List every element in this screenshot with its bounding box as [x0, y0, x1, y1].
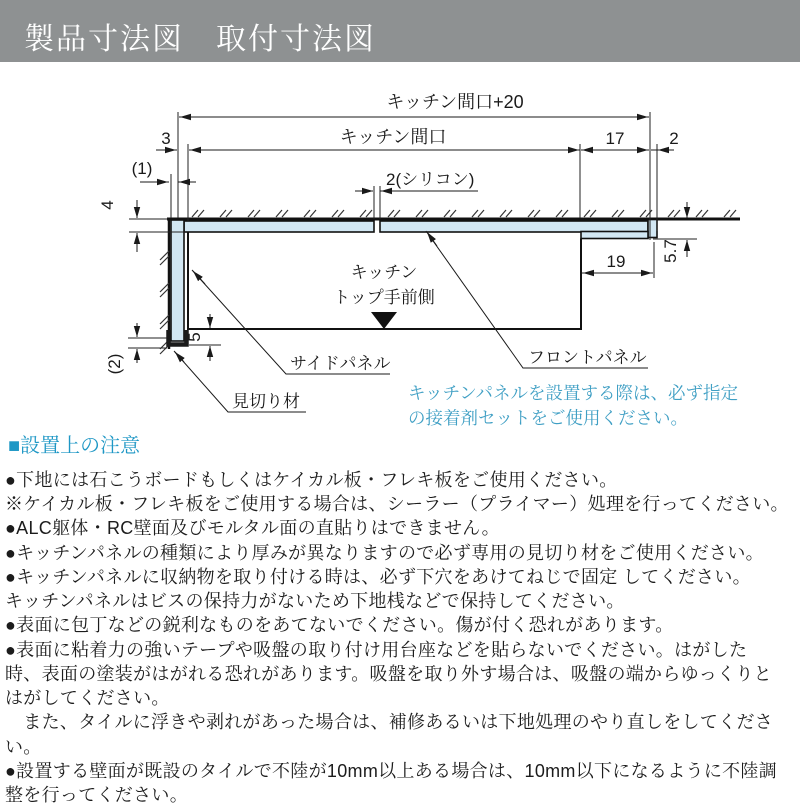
caution-line: ●表面に粘着力の強いテープや吸盤の取り付け用台座などを貼らないでください。はがした: [5, 640, 748, 660]
dim-right-extend: 17: [605, 129, 625, 148]
adhesive-note-line2: の接着剤セットをご使用ください。: [408, 408, 688, 428]
label-side-panel: サイドパネル: [290, 354, 391, 373]
caution-line: ●キッチンパネルに収納物を取り付ける時は、必ず下穴をあけてねじで固定 してください。: [5, 567, 751, 587]
caution-line: キッチンパネルはビスの保持力がないため下地桟などで保持してください。: [5, 591, 625, 611]
front-panel-edge: [581, 232, 648, 239]
wall-panel-left-sheet: [184, 221, 374, 232]
blue-square-bullet: ■: [8, 435, 21, 457]
label-trim: 見切り材: [232, 392, 300, 411]
dim-right-edge: 2: [669, 129, 679, 148]
caution-line: 時、表面の塗装がはがれる恐れがあります。吸盤を取り外す場合は、吸盤の端からゆっくりと: [5, 664, 772, 684]
dim-opening: キッチン間口: [339, 127, 447, 147]
label-kitchen-top-1: キッチン: [350, 263, 418, 282]
adhesive-note-line1: キッチンパネルを設置する際は、必ず指定: [408, 383, 739, 403]
caution-line: ●下地には石こうボードもしくはケイカル板・フレキ板をご使用ください。: [5, 470, 618, 490]
panel-right-end-cap: [648, 220, 657, 238]
caution-line: ●キッチンパネルの種類により厚みが異なりますので必ず専用の見切り材をご使用ください。: [5, 543, 764, 563]
cautions-heading: ■設置上の注意: [8, 435, 141, 457]
wall-panel-right-sheet: [380, 221, 648, 232]
dim-panel-thickness: 4: [98, 200, 117, 210]
dim-silicon-joint: 2(シリコン): [386, 170, 475, 189]
label-kitchen-top-2: トップ手前側: [333, 288, 435, 307]
front-side-marker: [371, 312, 397, 329]
dim-left-offset: 3: [161, 129, 171, 148]
caution-line: い。: [5, 737, 42, 757]
caution-line: ●設置する壁面が既設のタイルで不陸が10mm以上ある場合は、10mm以下になるように不陸調: [5, 761, 778, 781]
caution-line: はがしてください。: [5, 688, 170, 708]
side-panel: [171, 220, 184, 341]
page-title: 製品寸法図 取付寸法図: [24, 23, 376, 56]
label-front-panel: フロントパネル: [528, 348, 647, 367]
dim-left-gap: (1): [131, 159, 153, 178]
caution-line: ●表面に包丁などの鋭利なものをあてないでください。傷が付く恐れがあります。: [5, 615, 674, 635]
caution-line: 整を行ってください。: [5, 785, 188, 805]
dimension-diagram: [0, 62, 800, 430]
dim-trim-thickness: (2): [105, 353, 124, 375]
dim-front-depth: 19: [606, 252, 626, 271]
title-bar: [0, 0, 800, 62]
dim-front-offset: 5.7: [661, 239, 680, 263]
dim-bottom-extend: 5: [185, 332, 204, 342]
dim-total-width: キッチン間口+20: [386, 92, 524, 112]
dimension-lines: [137, 117, 687, 363]
caution-line: ※ケイカル板・フレキ板をご使用する場合は、シーラー（プライマー）処理を行ってください。: [5, 494, 789, 514]
caution-line: ●ALC躯体・RC壁面及びモルタル面の直貼りはできません。: [5, 518, 500, 538]
caution-line: また、タイルに浮きや剥れがあった場合は、補修あるいは下地処理のやり直しをしてくださ: [5, 712, 774, 732]
